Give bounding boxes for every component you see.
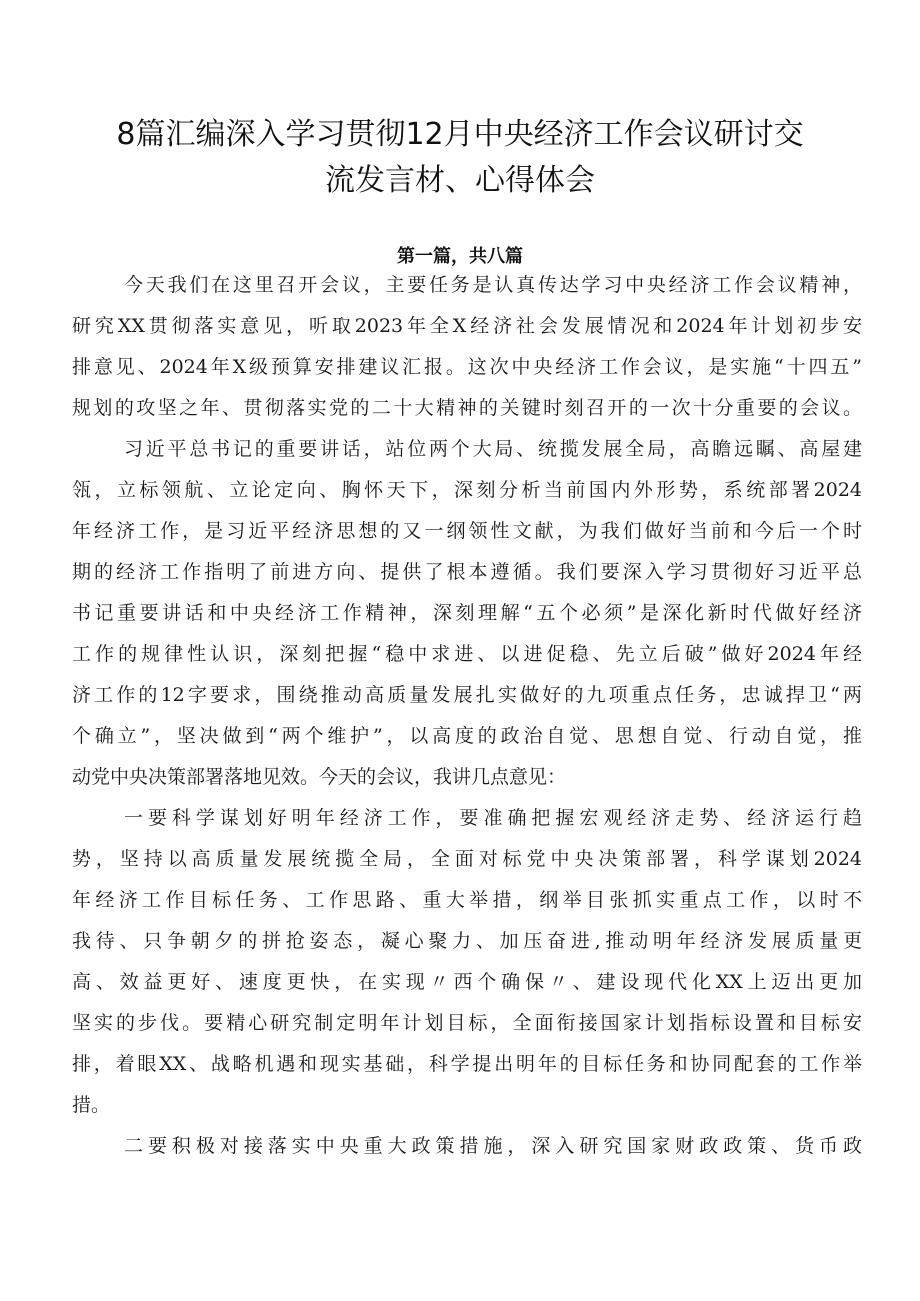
- text-line: 排，着眼XX、战略机遇和现实基础，科学提出明年的目标任务和协同配套的工作举: [72, 1053, 862, 1075]
- text-line: 工作的规律性认识，深刻把握“稳中求进、以进促稳、先立后破”做好2024年经: [72, 643, 862, 665]
- text-line: 动党中央决策部署落地见效。今天的会议，我讲几点意见：: [72, 766, 567, 788]
- title-line: 8篇汇编深入学习贯彻12月中央经济工作会议研讨交: [116, 117, 804, 152]
- text-line: 高、效益更好、速度更快，在实现〃西个确保〃、建设现代化XX上迈出更加: [72, 971, 862, 993]
- text-line: 习近平总书记的重要讲话，站位两个大局、统揽发展全局，高瞻远瞩、高屋建: [124, 438, 862, 460]
- text-line: 年经济工作，是习近平经济思想的又一纲领性文献，为我们做好当前和今后一个时: [72, 520, 862, 542]
- section-heading: 第一篇，共八篇: [397, 246, 523, 267]
- document-title: [90, 112, 830, 204]
- text-line: 势，坚持以高质量发展统揽全局，全面对标党中央决策部署，科学谋划2024: [72, 848, 862, 870]
- paragraph-3: [72, 798, 862, 1126]
- document-body: [72, 265, 862, 1167]
- text-line: 一要科学谋划好明年经济工作，要准确把握宏观经济走势、经济运行趋: [124, 807, 862, 829]
- text-line: 个确立”，坚决做到“两个维护”，以高度的政治自觉、思想自觉、行动自觉，推: [72, 725, 862, 747]
- text-line: 今天我们在这里召开会议，主要任务是认真传达学习中央经济工作会议精神，: [124, 274, 862, 296]
- text-line: 措。: [72, 1094, 111, 1116]
- text-line: 研究XX贯彻落实意见，听取2023年全X经济社会发展情况和2024年计划初步安: [72, 315, 862, 337]
- paragraph-4: [72, 1126, 862, 1167]
- text-line: 年经济工作目标任务、工作思路、重大举措，纲举目张抓实重点工作，以时不: [72, 889, 862, 911]
- text-line: 排意见、2024年X级预算安排建议汇报。这次中央经济工作会议，是实施“十四五”: [72, 356, 862, 378]
- text-line: 济工作的12字要求，围绕推动高质量发展扎实做好的九项重点任务，忠诚捍卫“两: [72, 684, 862, 706]
- text-line: 书记重要讲话和中央经济工作精神，深刻理解“五个必须”是深化新时代做好经济: [72, 602, 862, 624]
- paragraph-1: [72, 265, 862, 429]
- paragraph-2: [72, 429, 862, 798]
- title-line: 流发言材、心得体会: [325, 163, 595, 198]
- text-line: 我待、只争朝夕的拼抢姿态，凝心聚力、加压奋进,推动明年经济发展质量更: [72, 930, 862, 952]
- text-line: 二要积极对接落实中央重大政策措施，深入研究国家财政政策、货币政: [124, 1135, 862, 1157]
- text-line: 期的经济工作指明了前进方向、提供了根本遵循。我们要深入学习贯彻好习近平总: [72, 561, 862, 583]
- text-line: 瓴，立标领航、立论定向、胸怀天下，深刻分析当前国内外形势，系统部署2024: [72, 479, 862, 501]
- text-line: 坚实的步伐。要精心研究制定明年计划目标，全面衔接国家计划指标设置和目标安: [72, 1012, 862, 1034]
- text-line: 规划的攻坚之年、贯彻落实党的二十大精神的关键时刻召开的一次十分重要的会议。: [72, 397, 862, 419]
